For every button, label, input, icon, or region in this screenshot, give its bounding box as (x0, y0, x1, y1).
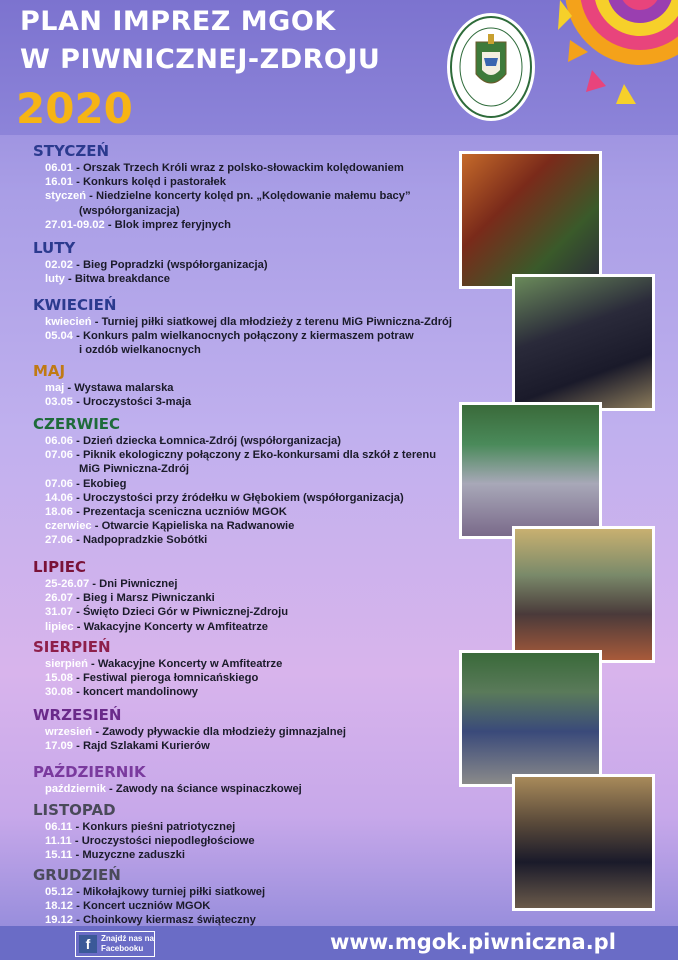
event-date: 07.06 (45, 449, 73, 462)
event-date: 06.06 (45, 435, 73, 447)
event-row (45, 316, 452, 328)
event-separator: - (86, 190, 96, 203)
event-separator: - (64, 273, 75, 286)
event-row (45, 621, 268, 633)
title-line-2: W PIWNICZNEJ-ZDROJU (20, 44, 381, 75)
event-separator: - (73, 686, 83, 699)
event-date: 27.06 (45, 534, 73, 547)
event-separator: - (73, 435, 83, 447)
facebook-icon: f (79, 935, 97, 953)
month-heading: LISTOPAD (33, 801, 116, 819)
event-title: Ekobieg (82, 477, 127, 490)
event-date: 07.06 (45, 477, 73, 490)
event-row (45, 520, 294, 532)
event-row (45, 190, 411, 202)
event-separator: - (73, 672, 83, 685)
event-date: 15.08 (45, 672, 73, 685)
event-row (45, 330, 414, 342)
event-row (45, 273, 170, 285)
event-title: Otwarcie Kąpieliska na Radwanowie (101, 520, 295, 533)
event-date: 06.01 (45, 162, 73, 174)
event-row (45, 176, 226, 188)
event-separator: - (73, 449, 83, 462)
event-row (45, 606, 288, 618)
event-row (45, 900, 210, 912)
event-row (45, 914, 256, 926)
event-title: Turniej piłki siatkowej dla młodzieży z terenu MiG Piwniczna-Zdrój (101, 316, 452, 328)
event-row (45, 382, 174, 394)
event-separator: - (105, 783, 116, 795)
event-title: Mikołajkowy turniej piłki siatkowej (82, 886, 266, 898)
event-row (45, 849, 185, 861)
event-title: Blok imprez feryjnych (114, 218, 231, 231)
event-separator: - (73, 886, 83, 898)
year-label: 2020 (16, 84, 133, 133)
event-separator: - (73, 506, 83, 518)
event-separator: - (73, 176, 83, 189)
event-title: Uroczystości 3-maja (82, 396, 192, 409)
event-row (79, 205, 180, 217)
event-separator: - (73, 162, 83, 174)
event-title: Festiwal pieroga łomnicańskiego (82, 672, 259, 685)
photo-church-choir (512, 774, 655, 911)
month-heading: PAŹDZIERNIK (33, 763, 146, 781)
event-title: Konkurs palm wielkanocnych połączony z kiermaszem potraw (82, 330, 414, 343)
event-date: 26.07 (45, 592, 73, 605)
event-title: Święto Dzieci Gór w Piwnicznej-Zdroju (82, 606, 289, 619)
event-separator: - (73, 330, 83, 343)
event-date: 05.04 (45, 330, 73, 343)
facebook-label-line2: Facebooku (101, 944, 144, 953)
photo-stage-concert (512, 526, 655, 663)
event-title: Zawody na ściance wspinaczkowej (115, 783, 302, 795)
event-date: 06.11 (45, 821, 73, 833)
event-title: i ozdób wielkanocnych (79, 344, 201, 357)
event-row (45, 783, 302, 795)
month-heading: GRUDZIEŃ (33, 866, 121, 884)
event-title: Wakacyjne Koncerty w Amfiteatrze (97, 658, 283, 670)
event-separator: - (73, 592, 83, 605)
event-row (45, 886, 265, 898)
month-heading: CZERWIEC (33, 415, 121, 433)
month-heading: LUTY (33, 239, 76, 257)
event-separator: - (71, 835, 82, 848)
event-row (79, 344, 201, 356)
event-title: (współorganizacja) (79, 204, 180, 217)
month-heading: LIPIEC (33, 558, 86, 576)
event-date: kwiecień (45, 316, 92, 328)
event-separator: - (87, 658, 98, 670)
event-date: 05.12 (45, 886, 73, 898)
event-row (45, 672, 258, 684)
event-date: 18.12 (45, 900, 73, 913)
event-row (45, 478, 126, 490)
event-separator: - (73, 914, 83, 927)
event-separator: - (73, 477, 83, 490)
event-title: Uroczystości niepodległościowe (81, 835, 255, 848)
event-row (45, 658, 282, 670)
event-title: MiG Piwniczna-Zdrój (79, 463, 190, 476)
event-row (45, 740, 210, 752)
decorative-flower (540, 0, 678, 118)
event-date: styczeń (45, 190, 87, 203)
photo-brass-band (512, 274, 655, 411)
event-row (45, 578, 177, 590)
event-date: 14.06 (45, 491, 73, 504)
photo-outdoor-crowd (459, 402, 602, 539)
facebook-label-line1: Znajdź nas na (101, 934, 154, 943)
month-heading: WRZESIEŃ (33, 706, 122, 724)
event-title: Konkurs pieśni patriotycznej (82, 821, 236, 833)
event-separator: - (89, 578, 100, 590)
event-date: czerwiec (45, 520, 92, 533)
month-heading: SIERPIEŃ (33, 638, 111, 656)
event-row (45, 162, 404, 174)
event-row (45, 259, 268, 271)
event-title: Prezentacja sceniczna uczniów MGOK (82, 506, 287, 518)
event-title: Dzień dziecka Łomnica-Zdrój (współorganizacja) (82, 435, 341, 447)
event-separator: - (73, 534, 83, 547)
event-date: wrzesień (45, 726, 93, 738)
event-date: luty (45, 273, 65, 286)
event-title: koncert mandolinowy (82, 686, 198, 699)
event-title: Bieg i Marsz Piwniczanki (82, 592, 215, 605)
event-separator: - (91, 520, 102, 533)
event-date: lipiec (45, 620, 74, 633)
event-title: Nadpopradzkie Sobótki (82, 534, 208, 547)
event-row (45, 435, 341, 447)
event-row (45, 534, 207, 546)
event-date: 19.12 (45, 914, 73, 927)
event-separator: - (91, 316, 102, 328)
event-row (45, 506, 287, 518)
event-date: październik (45, 783, 106, 795)
event-title: Uroczystości przy źródełku w Głębokiem (współorganizacja) (82, 491, 404, 504)
event-separator: - (72, 821, 83, 833)
event-title: Wystawa malarska (74, 382, 174, 394)
event-row (45, 492, 404, 504)
event-date: 25-26.07 (45, 578, 90, 590)
facebook-label (101, 934, 154, 954)
event-row (45, 219, 231, 231)
event-separator: - (73, 740, 83, 753)
event-date: 02.02 (45, 259, 73, 271)
event-title: Wakacyjne Koncerty w Amfiteatrze (83, 620, 269, 633)
event-separator: - (73, 620, 84, 633)
event-title: Niedzielne koncerty kolęd pn. „Kolędowanie małemu bacy” (96, 190, 411, 203)
event-row (79, 463, 189, 475)
website-url[interactable]: www.mgok.piwniczna.pl (330, 930, 616, 954)
event-title: Bitwa breakdance (74, 273, 170, 286)
event-title: Konkurs kolęd i pastorałek (82, 176, 226, 189)
event-row (45, 686, 198, 698)
event-title: Rajd Szlakami Kurierów (82, 740, 210, 753)
event-row (45, 821, 235, 833)
event-separator: - (73, 491, 83, 504)
event-separator: - (72, 849, 83, 862)
event-date: maj (45, 382, 65, 394)
event-date: 31.07 (45, 606, 73, 619)
event-date: 17.09 (45, 740, 73, 753)
event-separator: - (73, 900, 83, 913)
event-separator: - (73, 396, 83, 409)
facebook-link[interactable] (75, 931, 155, 957)
event-date: 15.11 (45, 849, 73, 862)
event-date: 03.05 (45, 396, 73, 409)
event-separator: - (73, 259, 83, 271)
photo-rally-march (459, 650, 602, 787)
event-date: 18.06 (45, 506, 73, 518)
event-date: 16.01 (45, 176, 73, 189)
event-date: 30.08 (45, 686, 73, 699)
title-line-1: PLAN IMPREZ MGOK (20, 6, 336, 37)
event-title: Koncert uczniów MGOK (82, 900, 211, 913)
event-row (45, 835, 255, 847)
mgok-logo (446, 12, 536, 122)
event-title: Orszak Trzech Króli wraz z polsko-słowackim kolędowaniem (82, 162, 404, 174)
event-separator: - (92, 726, 103, 738)
event-date: 27.01-09.02 (45, 218, 105, 231)
event-title: Bieg Popradzki (współorganizacja) (82, 259, 268, 271)
photo-three-kings (459, 151, 602, 289)
event-title: Muzyczne zaduszki (82, 849, 185, 862)
event-date: sierpień (45, 658, 88, 670)
event-separator: - (73, 606, 83, 619)
event-title: Dni Piwnicznej (99, 578, 178, 590)
month-heading: STYCZEŃ (33, 142, 110, 160)
event-title: Zawody pływackie dla młodzieży gimnazjalnej (102, 726, 346, 738)
event-row (45, 449, 436, 461)
event-title: Choinkowy kiermasz świąteczny (82, 914, 256, 927)
event-separator: - (104, 218, 115, 231)
event-row (45, 726, 346, 738)
event-row (45, 592, 215, 604)
event-date: 11.11 (45, 835, 72, 848)
event-title: Piknik ekologiczny połączony z Eko-konkursami dla szkół z terenu (82, 449, 437, 462)
event-separator: - (64, 382, 75, 394)
month-heading: KWIECIEŃ (33, 296, 117, 314)
event-row (45, 396, 191, 408)
month-heading: MAJ (33, 362, 66, 380)
